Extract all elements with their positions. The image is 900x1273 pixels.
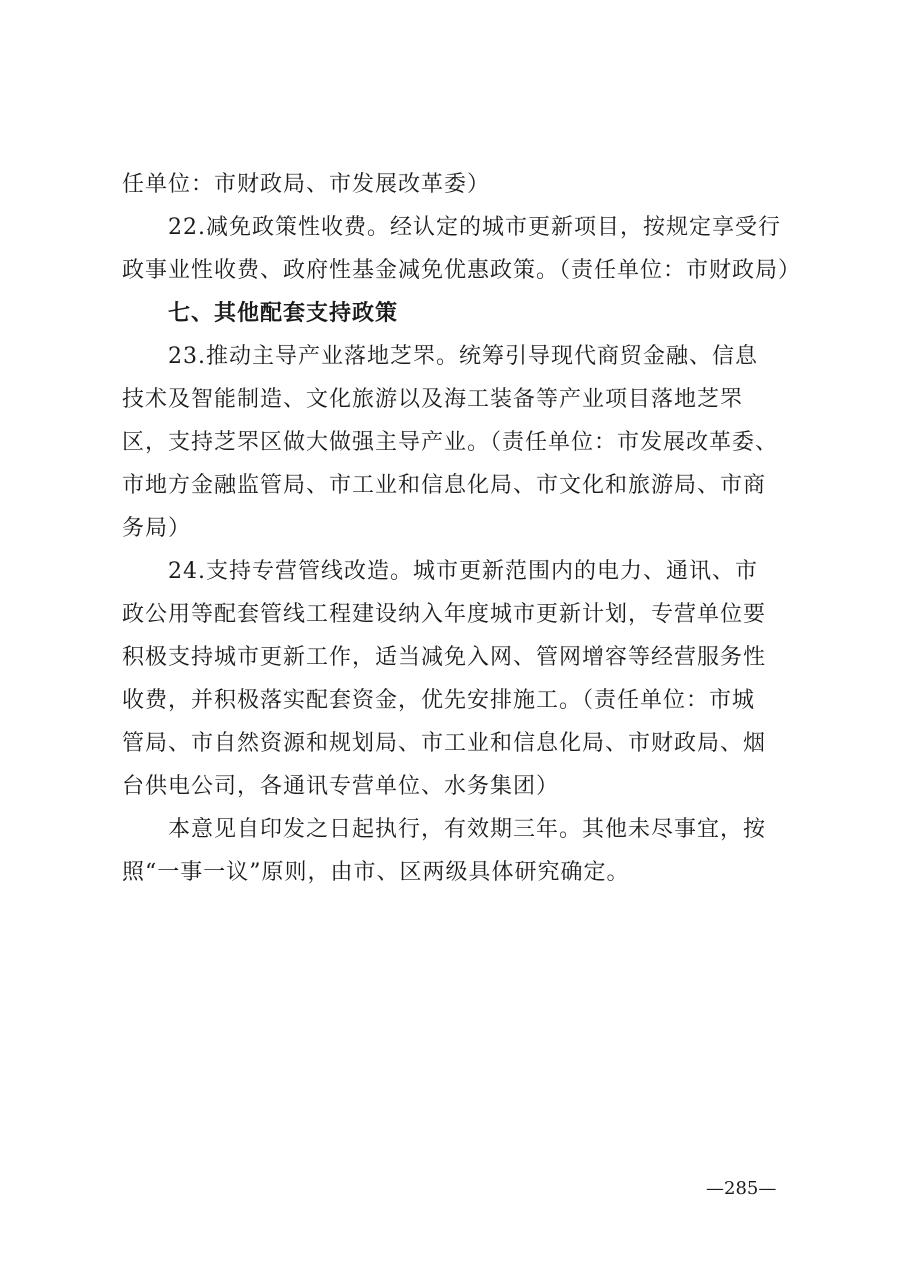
section-heading: 七、其他配套支持政策	[168, 301, 399, 326]
closing-paragraph-line: 本意见自印发之日起执行，有效期三年。其他未尽事宜，按	[168, 817, 767, 842]
text-line: 收费，并积极落实配套资金，优先安排施工。（责任单位：市城	[122, 688, 756, 713]
text-line: 管局、市自然资源和规划局、市工业和信息化局、市财政局、烟	[122, 731, 767, 756]
item-23-title-line: 23.推动主导产业落地芝罘。统筹引导现代商贸金融、信息	[168, 344, 758, 369]
text-line: 政事业性收费、政府性基金减免优惠政策。（责任单位：市财政局）	[122, 258, 802, 283]
text-line: 任单位：市财政局、市发展改革委）	[122, 172, 491, 197]
text-line: 技术及智能制造、文化旅游以及海工装备等产业项目落地芝罘	[122, 387, 744, 412]
text-line: 市地方金融监管局、市工业和信息化局、市文化和旅游局、市商	[122, 473, 767, 498]
item-22-title-line: 22.减免政策性收费。经认定的城市更新项目，按规定享受行	[168, 215, 781, 240]
page-number: —285—	[706, 1178, 777, 1199]
text-line: 区，支持芝罘区做大做强主导产业。（责任单位：市发展改革委、	[122, 430, 779, 455]
text-line: 政公用等配套管线工程建设纳入年度城市更新计划，专营单位要	[122, 602, 767, 627]
text-line: 积极支持城市更新工作，适当减免入网、管网增容等经营服务性	[122, 645, 767, 670]
text-line: 务局）	[122, 516, 192, 541]
item-24-title-line: 24.支持专营管线改造。城市更新范围内的电力、通讯、市	[168, 559, 758, 584]
text-line: 台供电公司，各通讯专营单位、水务集团）	[122, 774, 560, 799]
text-line: 照“一事一议”原则，由市、区两级具体研究确定。	[122, 860, 630, 885]
